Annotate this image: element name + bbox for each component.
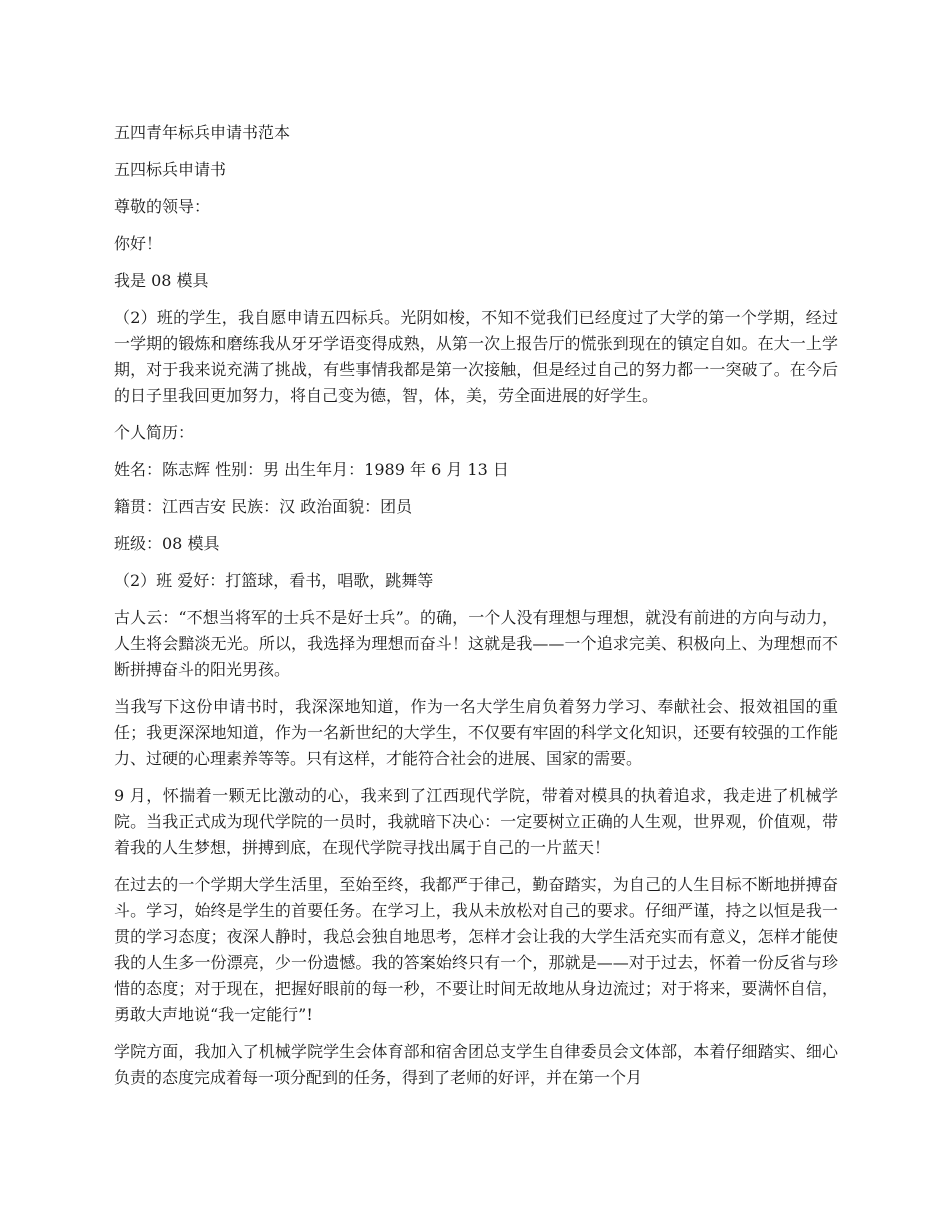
paragraph-study: 在过去的一个学期大学生活里，至始至终，我都严于律己，勤奋踏实，为自己的人生目标不断地拼搏奋斗。学习，始终是学生的首要任务。在学习上，我从未放松对自己的要求。仔细严谨，持之以恒是我一贯的学习态度；夜深人静时，我总会独自地思考，怎样才会让我的大学生活充实而有意义，怎样才能使我的人生多一份漂亮，少一份遗憾。我的答案始终只有一个，那就是——对于过去，怀着一份反省与珍惜的态度；对于现在，把握好眼前的每一秒，不要让时间无故地从身边流过；对于将来，要满怀自信，勇敢大声地说“我一定能行”! bbox=[114, 875, 838, 1024]
paragraph-resume-hobbies: （2）班 爱好：打篮球，看书，唱歌，跳舞等 bbox=[114, 571, 434, 590]
paragraph-resume-name: 姓名：陈志辉 性别：男 出生年月：1989 年 6 月 13 日 bbox=[114, 460, 509, 479]
paragraph-intro: （2）班的学生，我自愿申请五四标兵。光阴如梭，不知不觉我们已经度过了大学的第一个学期，经过一学期的锻炼和磨练我从牙牙学语变得成熟，从第一次上报告厅的慌张到现在的镇定自如。在大一上学期，对于我来说充满了挑战，有些事情我都是第一次接触，但是经过自己的努力都一一突破了。在今后的日子里我回更加努力，将自己变为德，智，体，美，劳全面进展的好学生。 bbox=[114, 308, 838, 405]
document-title: 五四青年标兵申请书范本 bbox=[114, 123, 291, 142]
paragraph-resume-heading: 个人简历： bbox=[114, 423, 195, 442]
paragraph-subtitle: 五四标兵申请书 bbox=[114, 160, 227, 179]
paragraph-ideal: 古人云：“不想当将军的士兵不是好士兵”。的确，一个人没有理想与理想，就没有前进的方向与动力，人生将会黯淡无光。所以，我选择为理想而奋斗！这就是我——一个追求完美、积极向上、为理想而不断拼搏奋斗的阳光男孩。 bbox=[114, 608, 838, 679]
paragraph-resume-origin: 籍贯：江西吉安 民族：汉 政治面貌：团员 bbox=[114, 497, 413, 516]
paragraph-intro-class: 我是 08 模具 bbox=[114, 271, 209, 290]
paragraph-september: 9 月，怀揣着一颗无比激动的心，我来到了江西现代学院，带着对模具的执着追求，我走进了机械学院。当我正式成为现代学院的一员时，我就暗下决心：一定要树立正确的人生观，世界观，价值观，带着我的人生梦想，拼搏到底，在现代学院寻找出属于自己的一片蓝天！ bbox=[114, 786, 838, 857]
paragraph-salutation: 尊敬的领导： bbox=[114, 197, 211, 216]
paragraph-resume-class: 班级：08 模具 bbox=[114, 534, 220, 553]
paragraph-greeting: 你好！ bbox=[114, 234, 163, 253]
paragraph-college: 学院方面，我加入了机械学院学生会体育部和宿舍团总支学生自律委员会文体部，本着仔细踏实、细心负责的态度完成着每一项分配到的任务，得到了老师的好评，并在第一个月 bbox=[114, 1042, 838, 1087]
document-page bbox=[114, 120, 838, 1102]
paragraph-responsibility: 当我写下这份申请书时，我深深地知道，作为一名大学生肩负着努力学习、奉献社会、报效祖国的重任；我更深深地知道，作为一名新世纪的大学生，不仅要有牢固的科学文化知识，还要有较强的工作能力、过硬的心理素养等等。只有这样，才能符合社会的进展、国家的需要。 bbox=[114, 697, 838, 768]
